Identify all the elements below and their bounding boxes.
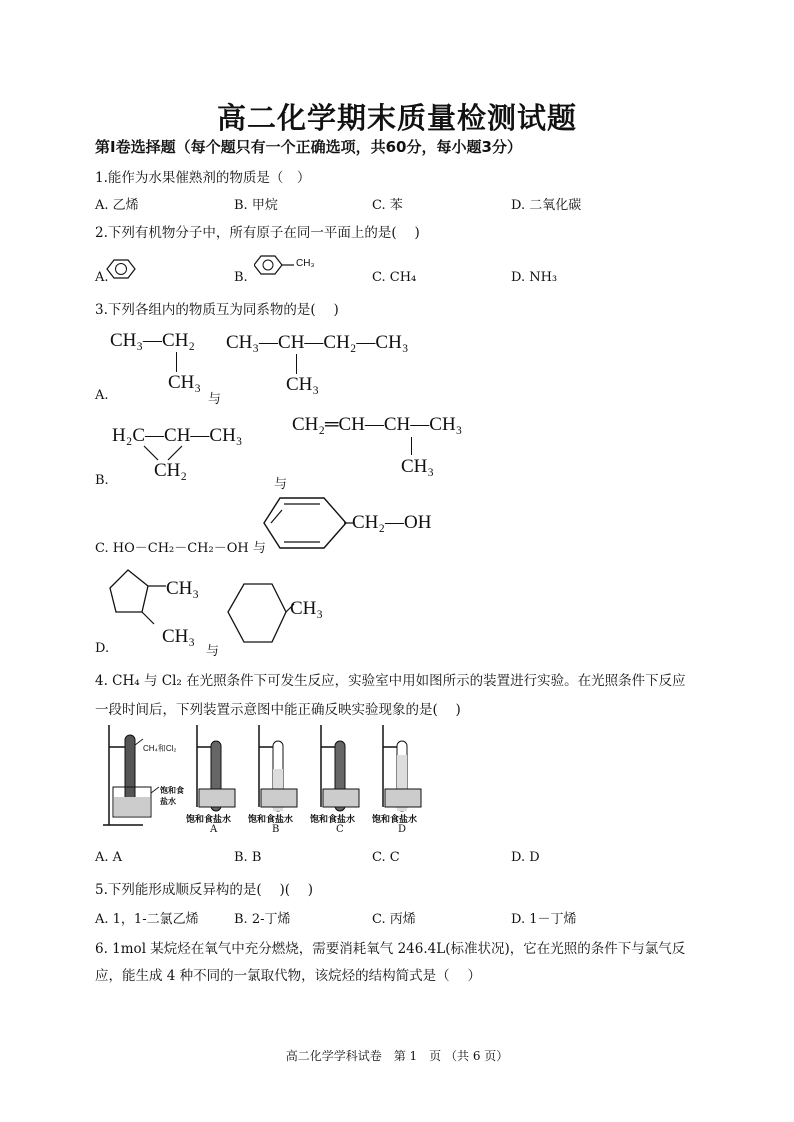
apparatus-d <box>383 725 421 811</box>
q3b-left-bottom: CH₂ <box>154 460 188 481</box>
q3-option-a: A. <box>95 388 109 403</box>
q2-option-a: A. <box>95 270 109 285</box>
question-3-stem: 3.下列各组内的物质互为同系物的是( ) <box>95 302 339 318</box>
q5-option-c: C. 丙烯 <box>372 912 416 927</box>
water-label: 饱和食盐水 <box>160 786 184 806</box>
q3-option-c: C. HO－CH₂－CH₂－OH 与 <box>95 541 266 556</box>
q2-option-c: C. CH₄ <box>372 270 417 285</box>
benzene-ring-icon <box>262 496 352 550</box>
q3c-right: CH₂—OH <box>352 512 432 533</box>
q3d-left-bottom: CH₃ <box>162 626 196 647</box>
q3d-yu: 与 <box>206 644 220 659</box>
apparatus-b <box>259 725 297 811</box>
question-6-line-1: 6. 1mol 某烷烃在氧气中充分燃烧，需要消耗氧气 246.4L(标准状况)，它在光照的条件下与氯气反 <box>95 941 686 957</box>
bond-line <box>411 437 412 455</box>
q2-option-d: D. NH₃ <box>511 270 558 285</box>
toluene-methyl-label: CH₃ <box>296 258 315 269</box>
q1-option-a: A. 乙烯 <box>95 198 139 213</box>
bond-line <box>176 352 177 372</box>
q3b-right-top: CH₂═CH—CH—CH₃ <box>292 414 463 435</box>
figure-letter-c: C <box>336 824 344 835</box>
q3b-yu: 与 <box>274 477 288 492</box>
q1-option-c: C. 苯 <box>372 198 403 213</box>
page-title: 高二化学期末质量检测试题 <box>216 101 577 135</box>
tube-label-a: 饱和食盐水 <box>186 814 232 824</box>
q1-option-b: B. 甲烷 <box>234 198 278 213</box>
apparatus-c <box>321 725 359 811</box>
q5-option-b: B. 2-丁烯 <box>234 912 291 927</box>
question-1-stem: 1.能作为水果催熟剂的物质是（ ） <box>95 170 311 186</box>
figure-letter-b: B <box>272 824 280 835</box>
question-5-stem: 5.下列能形成顺反异构的是( )( ) <box>95 882 314 898</box>
q3a-left-bottom: CH₃ <box>168 372 202 393</box>
tube-label-b: 饱和食盐水 <box>248 814 294 824</box>
question-2-stem: 2.下列有机物分子中，所有原子在同一平面上的是( ) <box>95 225 420 241</box>
tube-label-c: 饱和食盐水 <box>310 814 356 824</box>
q3a-yu: 与 <box>208 392 222 407</box>
apparatus-main <box>103 725 159 825</box>
q2-option-b: B. <box>234 270 248 285</box>
q4-option-c: C. C <box>372 850 400 865</box>
figure-letter-a: A <box>210 824 218 835</box>
cyclohexane-ring-icon <box>222 580 296 654</box>
q5-option-a: A. 1，1-二氯乙烯 <box>95 912 199 927</box>
figure-letter-d: D <box>398 824 407 835</box>
benzene-ring-icon <box>106 256 140 282</box>
q3a-right-top: CH₃—CH—CH₂—CH₃ <box>226 332 409 353</box>
question-4-line-2: 一段时间后，下列装置示意图中能正确反映实验现象的是( ) <box>95 702 461 718</box>
q3d-left-top: CH₃ <box>166 578 200 599</box>
apparatus-a <box>197 725 235 811</box>
q3a-left-top: CH₃—CH₂ <box>110 330 196 351</box>
bond-line <box>296 354 297 374</box>
q4-option-a: A. A <box>95 850 123 865</box>
q5-option-d: D. 1－丁烯 <box>511 912 577 927</box>
gas-label: CH₄和Cl₂ <box>143 744 177 753</box>
cyclopentane-ring-icon <box>108 566 168 626</box>
q3b-right-bottom: CH₃ <box>401 456 435 477</box>
q4-option-b: B. B <box>234 850 262 865</box>
question-4-line-1: 4. CH₄ 与 Cl₂ 在光照条件下可发生反应，实验室中用如图所示的装置进行实验。在光照条件下反应 <box>95 673 686 689</box>
q3-option-b: B. <box>95 473 109 488</box>
tube-label-d: 饱和食盐水 <box>372 814 418 824</box>
q3b-left-top: H₂C—CH—CH₃ <box>112 425 243 446</box>
q1-option-d: D. 二氧化碳 <box>511 198 582 213</box>
q3a-right-bottom: CH₃ <box>286 374 320 395</box>
question-6-line-2: 应，能生成 4 种不同的一氯取代物，该烷烃的结构简式是（ ） <box>95 968 481 984</box>
page-footer: 高二化学学科试卷 第 1 页 （共 6 页） <box>285 1049 509 1063</box>
section-heading: 第Ⅰ卷选择题（每个题只有一个正确选项，共60分，每小题3分） <box>95 138 522 156</box>
q3-option-d: D. <box>95 641 110 656</box>
q3d-right: CH₃ <box>290 598 324 619</box>
q4-option-d: D. D <box>511 850 540 865</box>
